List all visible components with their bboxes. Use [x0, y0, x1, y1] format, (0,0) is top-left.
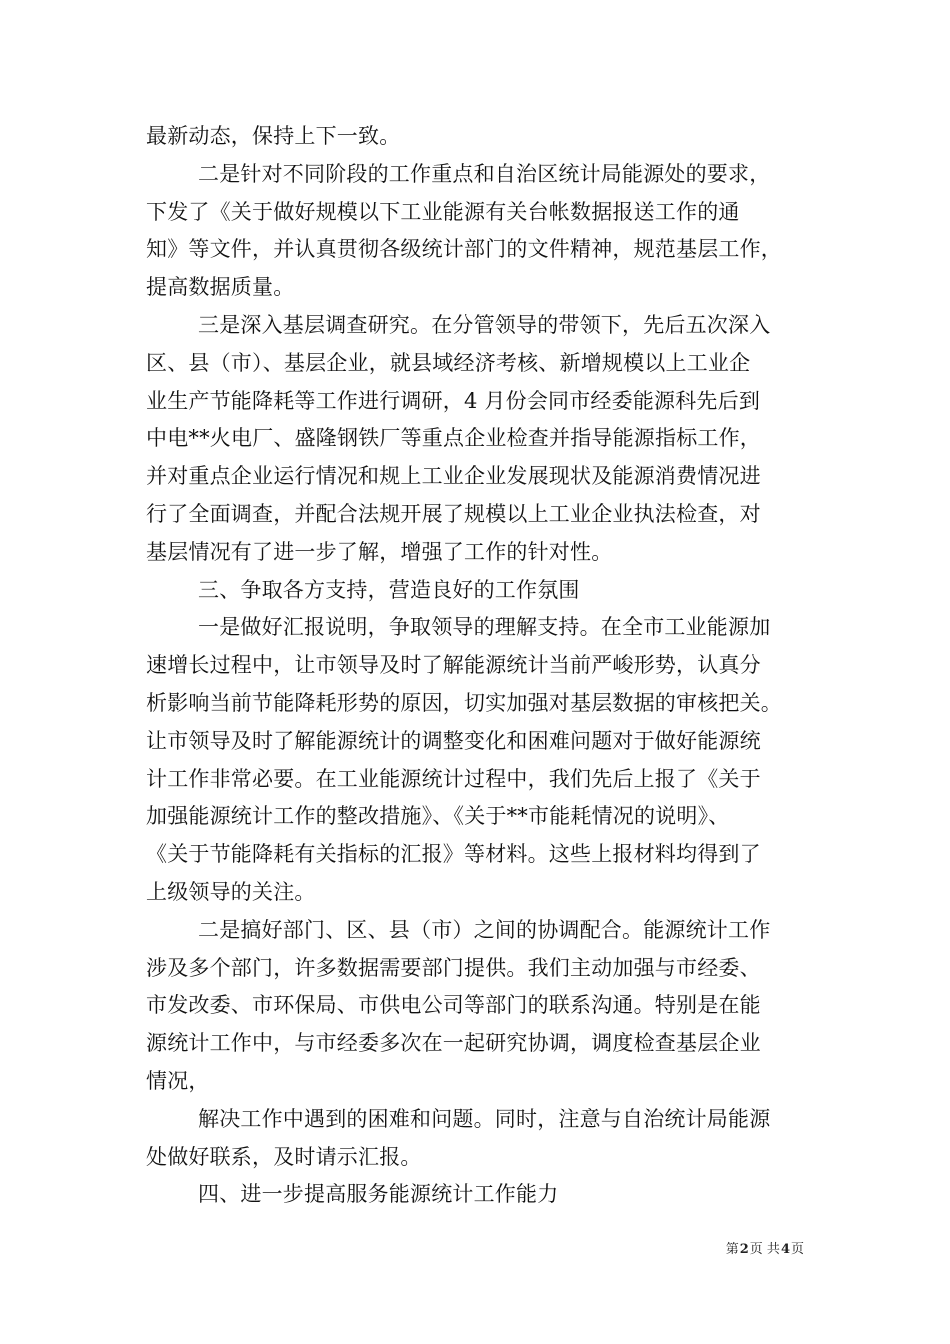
text-line: 情况， — [146, 1068, 210, 1093]
text-line: 《关于节能降耗有关指标的汇报》等材料。这些上报材料均得到了 — [146, 842, 761, 867]
text-line: 涉及多个部门，许多数据需要部门提供。我们主动加强与市经委、 — [146, 955, 761, 980]
text-line: 行了全面调查，并配合法规开展了规模以上工业企业执法检查，对 — [146, 501, 761, 526]
footer-middle: 页 共 — [749, 1242, 780, 1257]
text-line: 下发了《关于做好规模以下工业能源有关台帐数据报送工作的通 — [146, 199, 740, 224]
text-line: 中电**火电厂、盛隆钢铁厂等重点企业检查并指导能源指标工作， — [146, 426, 761, 451]
text-line: 并对重点企业运行情况和规上工业企业发展现状及能源消费情况进 — [146, 464, 761, 489]
page-number-footer — [726, 1242, 804, 1258]
text-line: 让市领导及时了解能源统计的调整变化和困难问题对于做好能源统 — [146, 728, 761, 753]
text-line: 二是针对不同阶段的工作重点和自治区统计局能源处的要求， — [198, 161, 771, 186]
current-page-number: 2 — [739, 1242, 749, 1257]
text-line: 基层情况有了进一步了解，增强了工作的针对性。 — [146, 539, 613, 564]
text-line: 处做好联系，及时请示汇报。 — [146, 1144, 422, 1169]
text-line: 一是做好汇报说明，争取领导的理解支持。在全市工业能源加 — [198, 615, 771, 640]
text-line: 解决工作中遇到的困难和问题。同时，注意与自治统计局能源 — [198, 1106, 771, 1131]
text-line: 速增长过程中，让市领导及时了解能源统计当前严峻形势，认真分 — [146, 653, 761, 678]
text-line: 二是搞好部门、区、县（市）之间的协调配合。能源统计工作 — [198, 917, 771, 942]
footer-prefix: 第 — [725, 1242, 739, 1257]
text-line: 市发改委、市环保局、市供电公司等部门的联系沟通。特别是在能 — [146, 993, 761, 1018]
text-line: 计工作非常必要。在工业能源统计过程中，我们先后上报了《关于 — [146, 766, 761, 791]
section-heading: 四、进一步提高服务能源统计工作能力 — [198, 1182, 559, 1207]
footer-suffix: 页 — [790, 1242, 804, 1257]
text-line: 上级领导的关注。 — [146, 879, 316, 904]
text-line: 三是深入基层调查研究。在分管领导的带领下，先后五次深入 — [198, 312, 771, 337]
text-line: 区、县（市）、基层企业，就县域经济考核、新增规模以上工业企 — [146, 350, 751, 375]
text-line: 析影响当前节能降耗形势的原因，切实加强对基层数据的审核把关。 — [146, 690, 782, 715]
text-line: 提高数据质量。 — [146, 275, 295, 300]
document-body — [146, 118, 808, 1214]
text-line: 最新动态，保持上下一致。 — [146, 124, 401, 148]
total-pages-number: 4 — [780, 1242, 790, 1257]
text-line: 知》等文件，并认真贯彻各级统计部门的文件精神，规范基层工作， — [146, 237, 782, 262]
text-line: 业生产节能降耗等工作进行调研，4 月份会同市经委能源科先后到 — [146, 388, 761, 413]
section-heading: 三、争取各方支持，营造良好的工作氛围 — [198, 577, 580, 602]
text-line: 加强能源统计工作的整改措施》、《关于**市能耗情况的说明》、 — [146, 804, 730, 829]
text-line: 源统计工作中，与市经委多次在一起研究协调，调度检查基层企业 — [146, 1031, 761, 1056]
